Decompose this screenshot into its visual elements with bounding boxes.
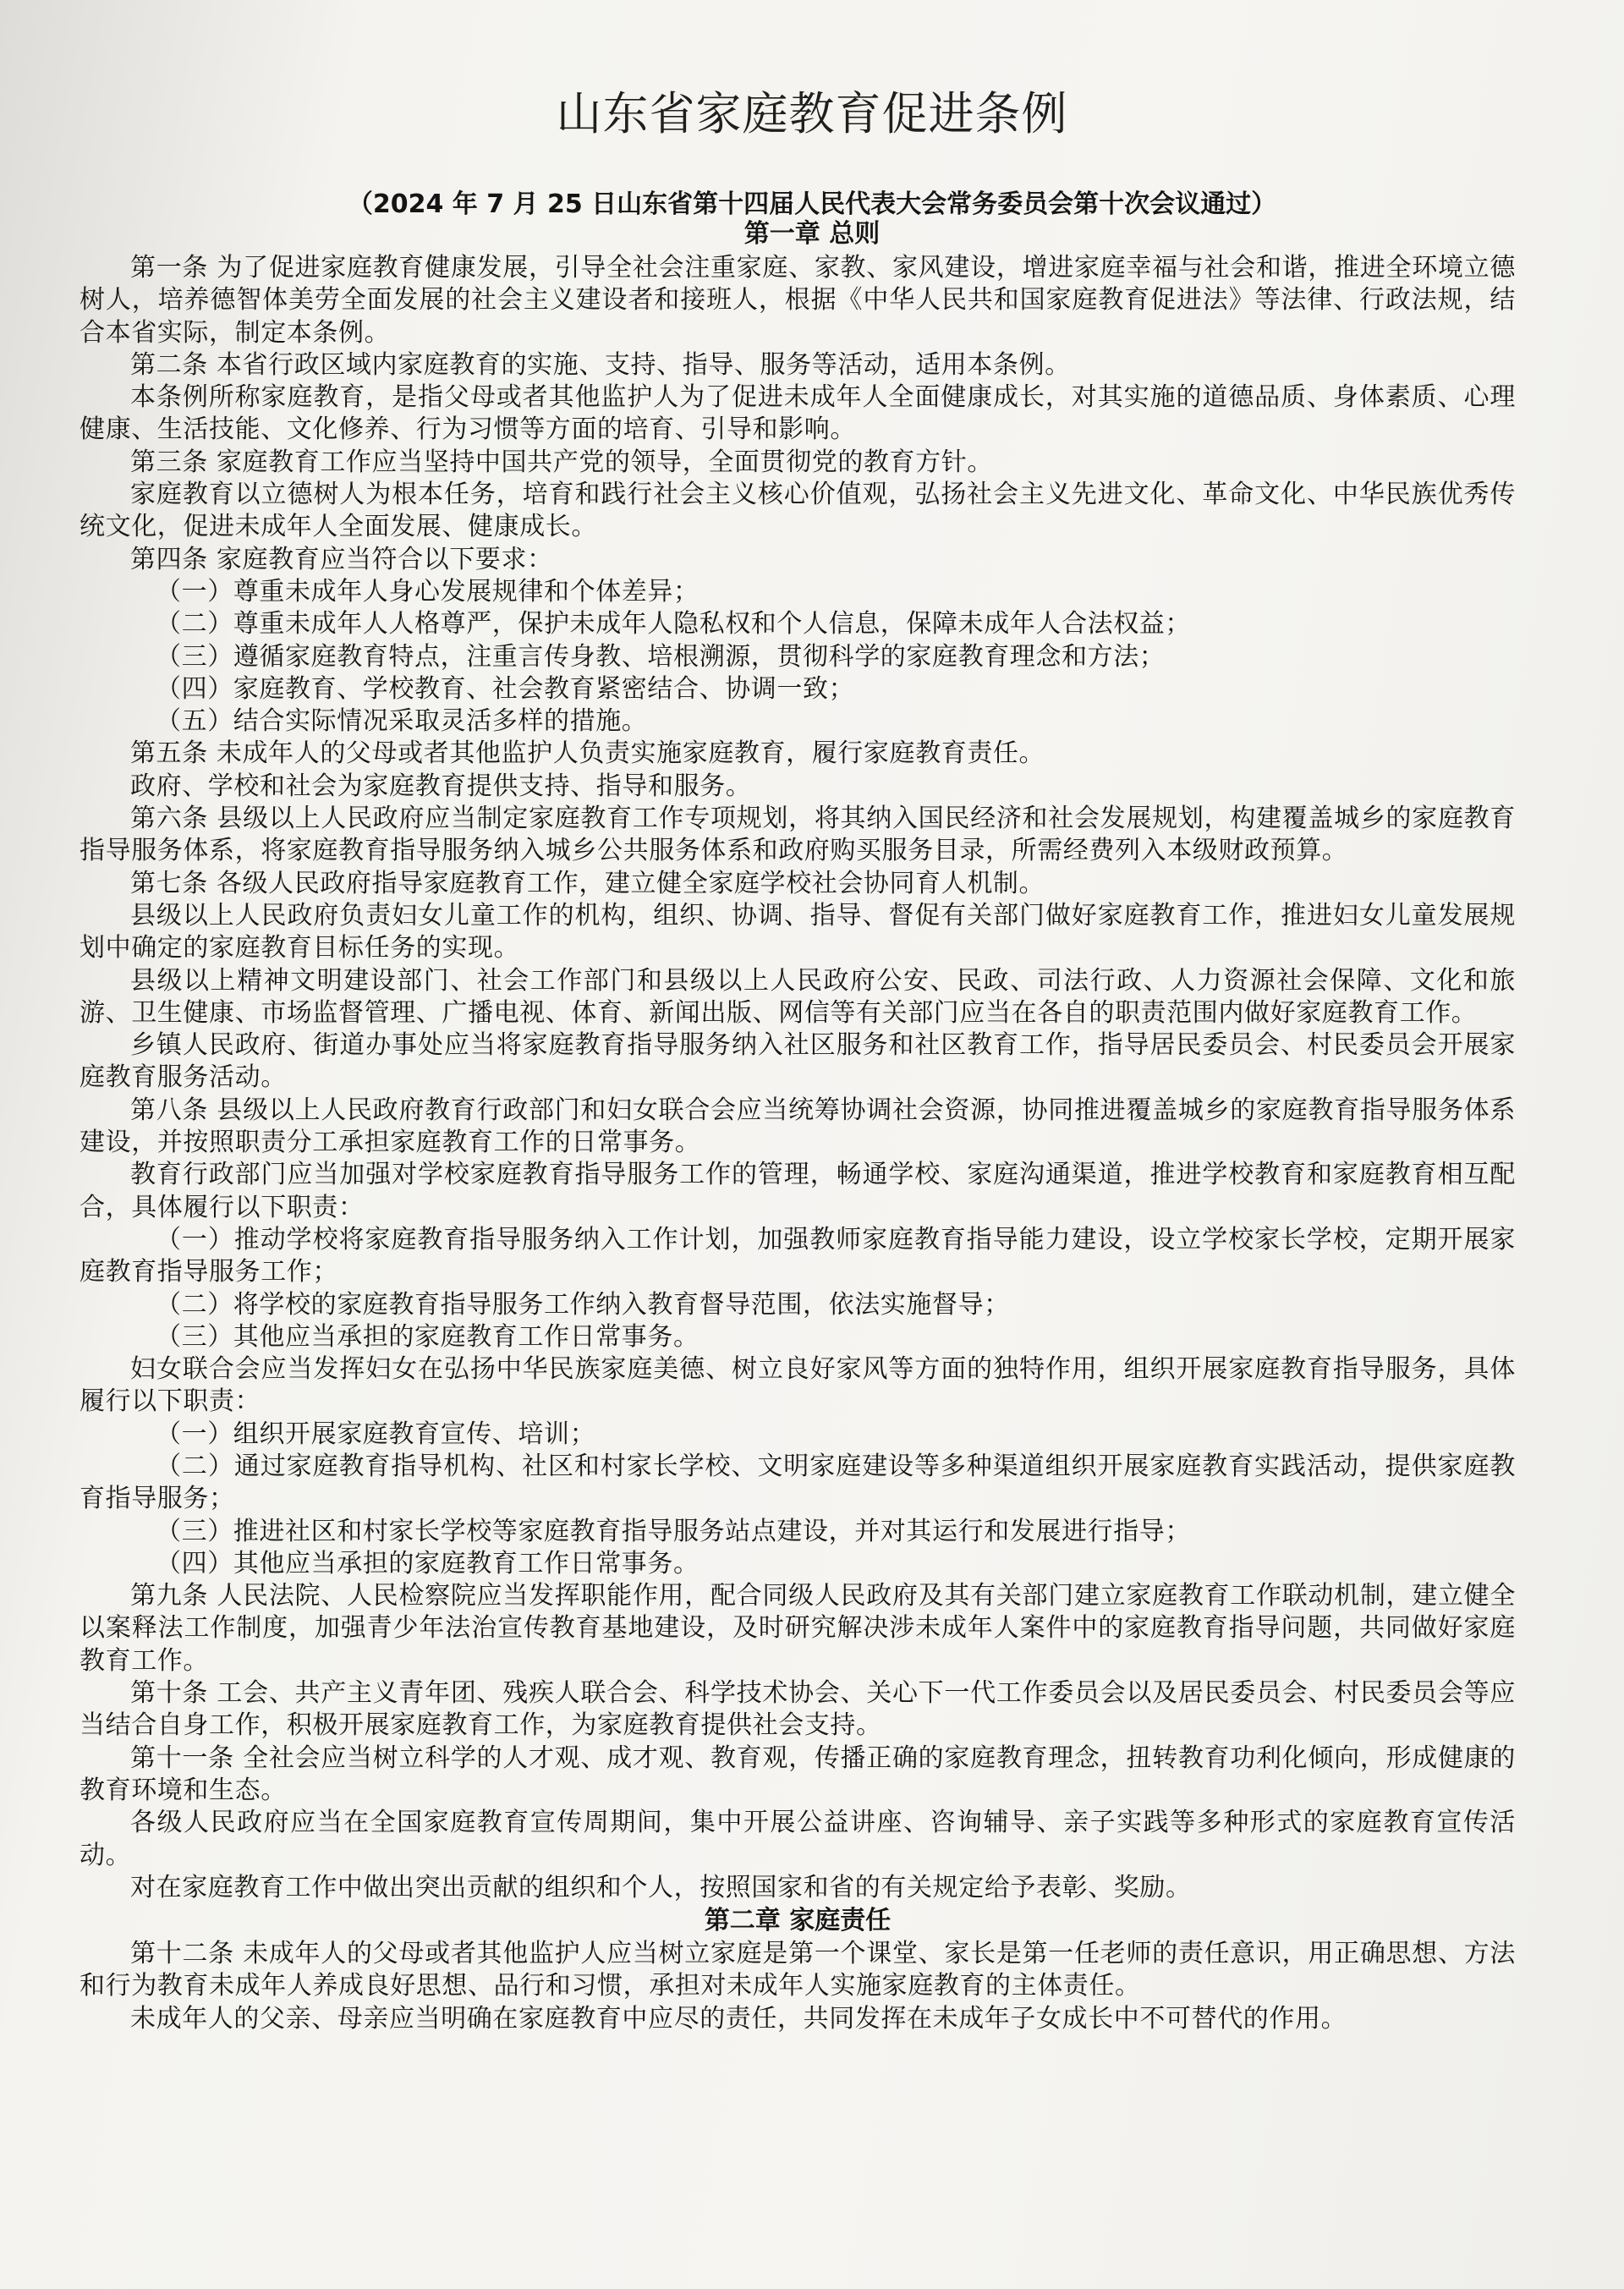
paragraph: 未成年人的父亲、母亲应当明确在家庭教育中应尽的责任，共同发挥在未成年子女成长中不可替代的作用。 [130,2003,1347,2034]
chapter-heading: 第二章 家庭责任 [704,1906,892,1936]
article-11: 第十一条 全社会应当树立科学的人才观、成才观、教育观，传播正确的家庭教育理念，扭转教育功利化倾向，形成健康的教育环境和生态。 [80,1743,1516,1805]
article-10: 第十条 工会、共产主义青年团、残疾人联合会、科学技术协会、关心下一代工作委员会以及居民委员会、村民委员会等应当结合自身工作，积极开展家庭教育工作，为家庭教育提供社会支持。 [80,1678,1516,1741]
list-item: （一）尊重未成年人身心发展规律和个体差异； [156,576,700,607]
paragraph: 对在家庭教育工作中做出突出贡献的组织和个人，按照国家和省的有关规定给予表彰、奖励。 [130,1872,1192,1902]
list-item: （二）尊重未成年人人格尊严，保护未成年人隐私权和个人信息，保障未成年人合法权益； [156,609,1191,639]
list-item: （三）遵循家庭教育特点，注重言传身教、培根溯源，贯彻科学的家庭教育理念和方法； [156,641,1166,672]
document-subtitle: （2024 年 7 月 25 日山东省第十四届人民代表大会常务委员会第十次会议通过） [347,189,1277,219]
article-12: 第十二条 未成年人的父母或者其他监护人应当树立家庭是第一个课堂、家长是第一任老师的责任意识，用正确思想、方法和行为教育未成年人养成良好思想、品行和习惯，承担对未成年人实施家庭教育的主体责任。 [80,1939,1516,2001]
article-9: 第九条 人民法院、人民检察院应当发挥职能作用，配合同级人民政府及其有关部门建立家庭教育工作联动机制，建立健全以案释法工作制度，加强青少年法治宣传教育基地建设，及时研究解决涉未成年人案件中的家庭教育指导问题，共同做好家庭教育工作。 [80,1581,1516,1676]
article-7: 第七条 各级人民政府指导家庭教育工作，建立健全家庭学校社会协同育人机制。 [130,868,1045,898]
article-6: 第六条 县级以上人民政府应当制定家庭教育工作专项规划，将其纳入国民经济和社会发展规划，构建覆盖城乡的家庭教育指导服务体系，将家庭教育指导服务纳入城乡公共服务体系和政府购买服务目录，所需经费列入本级财政预算。 [80,804,1516,866]
article-5: 第五条 未成年人的父母或者其他监护人负责实施家庭教育，履行家庭教育责任。 [130,738,1045,769]
list-item: （一）推动学校将家庭教育指导服务纳入工作计划，加强教师家庭教育指导能力建设，设立学校家长学校，定期开展家庭教育指导服务工作； [80,1224,1516,1287]
article-8: 第八条 县级以上人民政府教育行政部门和妇女联合会应当统筹协调社会资源，协同推进覆盖城乡的家庭教育指导服务体系建设，并按照职责分工承担家庭教育工作的日常事务。 [80,1095,1516,1158]
paragraph: 本条例所称家庭教育，是指父母或者其他监护人为了促进未成年人全面健康成长，对其实施的道德品质、身体素质、心理健康、生活技能、文化修养、行为习惯等方面的培育、引导和影响。 [80,382,1516,445]
list-item: （三）推进社区和村家长学校等家庭教育指导服务站点建设，并对其运行和发展进行指导； [156,1516,1191,1546]
list-item: （四）其他应当承担的家庭教育工作日常事务。 [156,1548,700,1578]
article-2: 第二条 本省行政区域内家庭教育的实施、支持、指导、服务等活动，适用本条例。 [130,349,1071,380]
article-4: 第四条 家庭教育应当符合以下要求： [130,544,553,574]
list-item: （五）结合实际情况采取灵活多样的措施。 [156,706,648,737]
article-3: 第三条 家庭教育工作应当坚持中国共产党的领导，全面贯彻党的教育方针。 [130,447,993,477]
paragraph: 县级以上人民政府负责妇女儿童工作的机构，组织、协调、指导、督促有关部门做好家庭教育工作，推进妇女儿童发展规划中确定的家庭教育目标任务的实现。 [80,900,1516,963]
paragraph: 各级人民政府应当在全国家庭教育宣传周期间，集中开展公益讲座、咨询辅导、亲子实践等多种形式的家庭教育宣传活动。 [80,1808,1516,1870]
article-1: 第一条 为了促进家庭教育健康发展，引导全社会注重家庭、家教、家风建设，增进家庭幸福与社会和谐，推进全环境立德树人，培养德智体美劳全面发展的社会主义建设者和接班人，根据《中华人民共和国家庭教育促进法》等法律、行政法规，结合本省实际，制定本条例。 [80,253,1516,348]
list-item: （二）将学校的家庭教育指导服务工作纳入教育督导范围，依法实施督导； [156,1289,1010,1320]
chapter-heading: 第一章 总则 [743,219,881,249]
paragraph: 家庭教育以立德树人为根本任务，培育和践行社会主义核心价值观，弘扬社会主义先进文化、革命文化、中华民族优秀传统文化，促进未成年人全面发展、健康成长。 [80,480,1516,542]
list-item: （四）家庭教育、学校教育、社会教育紧密结合、协调一致； [156,673,855,704]
list-item: （二）通过家庭教育指导机构、社区和村家长学校、文明家庭建设等多种渠道组织开展家庭教育实践活动，提供家庭教育指导服务； [80,1451,1516,1514]
document-title: 山东省家庭教育促进条例 [556,87,1068,140]
paragraph: 教育行政部门应当加强对学校家庭教育指导服务工作的管理，畅通学校、家庭沟通渠道，推进学校教育和家庭教育相互配合，具体履行以下职责： [80,1160,1516,1222]
paragraph: 妇女联合会应当发挥妇女在弘扬中华民族家庭美德、树立良好家风等方面的独特作用，组织开展家庭教育指导服务，具体履行以下职责： [80,1354,1516,1417]
paragraph: 政府、学校和社会为家庭教育提供支持、指导和服务。 [130,771,752,801]
paragraph: 县级以上精神文明建设部门、社会工作部门和县级以上人民政府公安、民政、司法行政、人力资源社会保障、文化和旅游、卫生健康、市场监督管理、广播电视、体育、新闻出版、网信等有关部门应当在各自的职责范围内做好家庭教育工作。 [80,965,1516,1028]
paragraph: 乡镇人民政府、街道办事处应当将家庭教育指导服务纳入社区服务和社区教育工作，指导居民委员会、村民委员会开展家庭教育服务活动。 [80,1030,1516,1093]
list-item: （三）其他应当承担的家庭教育工作日常事务。 [156,1321,700,1352]
list-item: （一）组织开展家庭教育宣传、培训； [156,1419,596,1449]
document-body [80,252,1516,2035]
